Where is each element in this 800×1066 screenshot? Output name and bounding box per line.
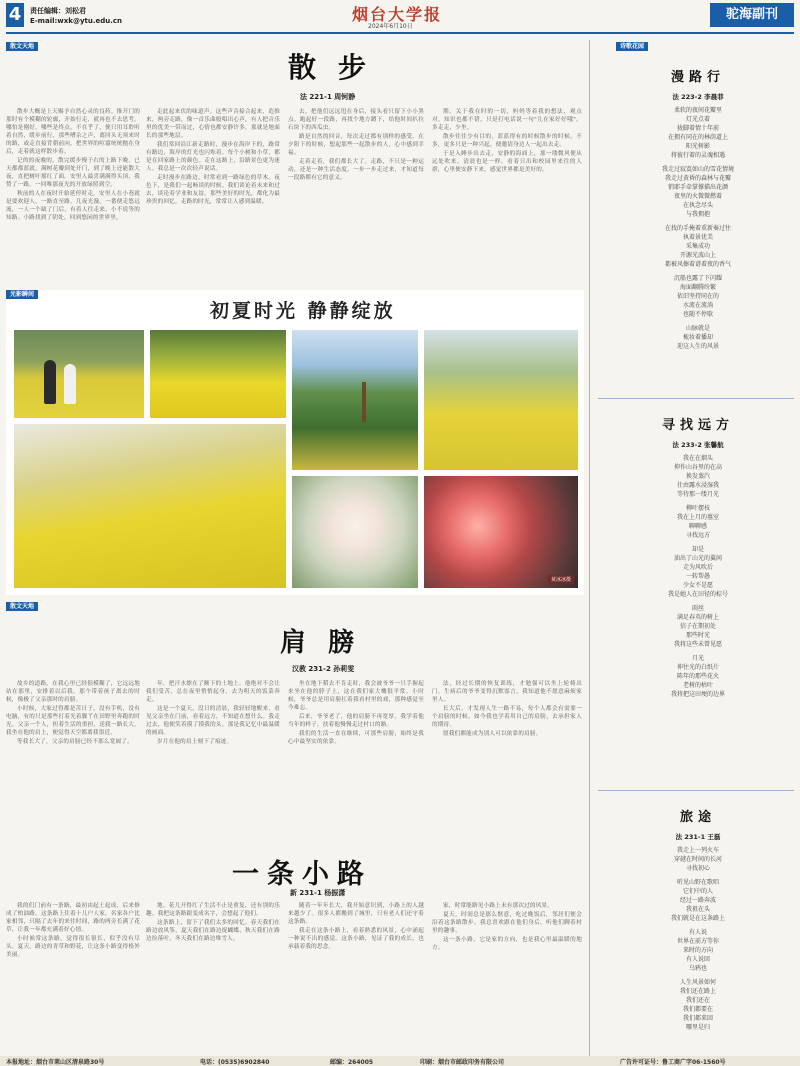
poem-line: 油出了山光的翼间 bbox=[673, 555, 722, 562]
poem-line: 沉船也露了下闪耀 bbox=[673, 275, 722, 282]
poem-byline: 法 231-1 王磊 bbox=[675, 833, 721, 841]
article-col: 走此起来伏的味道声。这些声音接合起来，造推来，两旁走路，像一首乐曲般唱出心声，有人把音乐里的优美一带而过，心情也都安静许多，那就是地面长的那些地层。 我们常回沿江新走路时，漫步在海岸下的，路常有路边，海岸的灯光也闪烁着。每个小树和小草，都是在回家路上的颜色。走在这路上，沿路景色更为迷人。我总是一次次轻声说话。 走时漫步在路边，时常看到一路绿色的草木。夜色下，是我们一起畅谈的时候。我们谈论着未来和过去，谈论着学业和友谊。那些美好的时光，都化为最珍贵的回忆。走路的时光，常常让人感到温暖。 bbox=[146, 109, 280, 205]
poem-line: 我祖在头 bbox=[685, 906, 710, 913]
poem-line: 伸往光的白纸片 bbox=[676, 664, 719, 671]
poem-line: 乌鸦也 bbox=[688, 965, 707, 972]
poem-line: 在找的手掩着重新奏过往 bbox=[664, 225, 731, 232]
poem-line: 在执念尽头 bbox=[682, 202, 713, 209]
person-figure bbox=[64, 364, 76, 404]
tag-prose: 散文天地 bbox=[6, 602, 38, 611]
poem-line: 信子在期初处 bbox=[679, 623, 716, 630]
poem-line: 它们中的人 bbox=[682, 888, 713, 895]
poem-line: 我走过黄昏的森林与花瓣 bbox=[664, 175, 731, 182]
poem-line: 山脉就是 bbox=[685, 325, 710, 332]
section-title: 驼海副刊 bbox=[710, 3, 794, 27]
poem-line: 寻找初心 bbox=[685, 865, 710, 872]
poem-line: 我们就是在这条路上 bbox=[670, 915, 725, 922]
footer-zip: 邮编：264005 bbox=[330, 1059, 374, 1066]
tag-poetry: 诗歌花园 bbox=[616, 42, 648, 51]
poem-line: 穿越在时间的长河 bbox=[673, 856, 722, 863]
poem-line: 我在在烟头 bbox=[682, 455, 713, 462]
article-col: 年，把汗水擦在了额下的土地上。他绝对不会让我们受苦，总在夜里悄悄起身，去为明天的饭菜奔走。 这是一个夏天，没日的清晨，我轻轻地醒来，看见父亲坐在门前，看着远方，不知道在想什么。我走过去，他便笑着摸了摸我的头。那是我记忆中最温暖的画面。 岁月在他的肩上刻下了痕迹。 bbox=[146, 681, 280, 745]
poem-line: 梳妆着播却 bbox=[682, 334, 713, 341]
poem-line: 我们都要在 bbox=[682, 1006, 713, 1013]
poem-line: 柔软的夜间花瓣里 bbox=[673, 107, 722, 114]
poem-body bbox=[600, 846, 796, 1032]
poem-line: 哪里是归 bbox=[685, 1024, 710, 1031]
tree-trunk bbox=[362, 382, 366, 422]
poem-title-manluxing: 漫路行 bbox=[670, 70, 725, 85]
poem-line: 人生风景如何 bbox=[679, 979, 716, 986]
tag-prose: 散文天地 bbox=[6, 42, 38, 51]
editor-info bbox=[30, 6, 122, 26]
poem-line: 我在上月的墓室 bbox=[676, 514, 719, 521]
poem-line: 我走过寂寞如山的雪花情境 bbox=[661, 166, 734, 173]
poem-body bbox=[600, 454, 796, 699]
poem-line: 有人说 bbox=[688, 929, 707, 936]
article-col: 随着一年年长大，我开始意识到，小路上的人越来越少了。很多人都搬到了城里，只有老人们还守着这条路。 我走在这条小路上，看着熟悉的风景，心中涌起一种说不出的感觉。这条小路，见证了我的成长，也承载着我的思念。 bbox=[288, 903, 424, 950]
photo-white-flower bbox=[292, 476, 418, 588]
poem-line: 一转帮愚 bbox=[685, 573, 710, 580]
poem-line: 雨丝 bbox=[691, 605, 704, 612]
poem-byline: 法 223-2 李晨菲 bbox=[672, 93, 724, 101]
poem-line: 夜里的火微微燃着 bbox=[673, 193, 722, 200]
poem-line: 执着景优美 bbox=[682, 234, 713, 241]
article-col: 我的们门前有一条路，最初由起土起成，后来修成了柏油路，这条路上住着十几户人家，名家各户比家相邻，只隔了去年的来往时间，路的两旁长满了花草，让我一年都充满着好心情。 小时候常这条路，觉得很长很长，似乎没有尽头。夏天，路边的青草和野花，让这条小路变得格外美丽。 bbox=[6, 903, 140, 958]
footer-phone: 电话：(0535)6902840 bbox=[200, 1059, 270, 1066]
poem-line: 我们还在 bbox=[685, 997, 710, 1004]
article-title-jianbang: 肩膀 bbox=[280, 628, 377, 658]
photo-flower-meadow bbox=[14, 424, 286, 588]
poem-line: 老树的枯叶 bbox=[682, 682, 713, 689]
poem-line: 我是她人在田径的棕号 bbox=[667, 591, 728, 598]
header-rule bbox=[6, 32, 794, 34]
article-byline-jianbang: 汉教 231-2 孙莉雯 bbox=[292, 665, 355, 673]
masthead: 烟台大学报 bbox=[352, 5, 443, 24]
poem-line: 依旧坚持同在的 bbox=[676, 293, 719, 300]
article-title-sanbu: 散步 bbox=[288, 51, 389, 84]
poem-line: 与我拥抱 bbox=[685, 211, 710, 218]
article-col: 家，时常能路见小路上未有那次过的风景。 夏天，时间总是那么惬意，吃过晚饭后，邻居们便会沿着这条路散步。我总喜欢跟在他们身后，听他们聊着村里的趣事。 这一条小路，它是家的方向，也是我心里最温暖的地方。 bbox=[432, 903, 582, 951]
poem-line: 我将把这田埂的边界 bbox=[670, 691, 725, 698]
column-divider bbox=[589, 40, 590, 1056]
footer-ad: 广告许可证号：鲁工商广字06-1560号 bbox=[620, 1059, 726, 1066]
poem-line: 等待那一缕月光 bbox=[676, 491, 719, 498]
person-figure bbox=[44, 360, 56, 404]
poem-line: 在拥有同在的林荫道上 bbox=[667, 134, 728, 141]
poem-line: 聊聊感 bbox=[688, 523, 707, 530]
poem-line: 却是 bbox=[691, 546, 704, 553]
photo-flower-hill bbox=[424, 330, 578, 470]
article-col: 去，把他们远远甩在身后，接头看只留下小小黑点。跑起好一段路，再找个地方蹲下，给他时间扒拉石块下的西瓜虫。 路是自然的回音，每次走过都有别样的感受。在夕阳下的时候，想起那些一起散步的人，心中感到幸福。 走着走着，我们都长大了。走路，不只是一种运动，还是一种生活态度。一步一步走过来，才知道每一段路都有它的意义。 bbox=[288, 109, 424, 181]
photo-campus-path bbox=[292, 330, 418, 470]
photo-yellow-field bbox=[150, 330, 286, 418]
photo-pink-rose bbox=[424, 476, 578, 588]
poem-line: 听见山野在歌唱 bbox=[676, 879, 719, 886]
poem-line: 我走上一列火车 bbox=[676, 847, 719, 854]
poem-byline: 法 233-2 张馨航 bbox=[672, 441, 724, 449]
poem-line: 抑作山谷里的在高 bbox=[673, 464, 722, 471]
article-col: 法，经过长期的恢复训练，才勉强可以坐上轮椅出门。生病后的爷爷变得沉默寡言，我知道他不愿意麻烦家里人。 长大后，才发现人生一路不易，每个人都会有需要一个肩膀的时候。如今我也学着用自己的肩膀，去承担家人的期待。 愿我们都能成为别人可以依靠的肩膀。 bbox=[432, 681, 582, 737]
poem-line: 世界在前方等你 bbox=[676, 938, 719, 945]
poem-line: 满足春英的树上 bbox=[676, 614, 719, 621]
footer-address: 本报地址：烟台市莱山区清泉路30号 bbox=[6, 1059, 105, 1066]
article-byline-xiaolu: 新 231-1 杨振潇 bbox=[290, 889, 346, 897]
article-col: 坐在地下稻去不肯走时，我会被爷爷一只手握起来坐在他的脖子上，这在我们家大概很平常。小时候，爷爷总是用肩膀扛着我看村里的戏，那种感觉至今难忘。 后来，爷爷老了，他的肩膀不再宽厚。我学着他当年的样子，扶着他慢慢走过村口的路。 我们的生活一直在继续，可那些肩膀，始终是我心中最坚实的依靠。 bbox=[288, 681, 424, 745]
article-col: 期。关于我在时的一切，妈妈等着我的想法，观点对，知识也都不错，只是打电话说一句"儿在家好好哦"。多走走，少坐。 散步往往少有目的，蓝蓝得有的时候散步的时候，不多，更多只是一种兴起，便邀请身边人一起出去走。 于是入睡步出去走，安静的海面上，那一缕微风便从远处吹来。清晨也是一样，看着日出和校园里来往的人群，心里便安静下来，感觉世界都是美好的。 bbox=[432, 109, 582, 173]
poem-divider bbox=[598, 398, 794, 399]
poem-title-lvtu: 旅途 bbox=[679, 810, 716, 825]
poem-line: 销耶手牵掌撑描出花颜 bbox=[667, 184, 728, 191]
poem-line: 那些时光 bbox=[685, 632, 710, 639]
poem-line: 也随不停歇 bbox=[682, 311, 713, 318]
poem-line: 有人说回 bbox=[685, 956, 710, 963]
issue-date: 2024年6月10日 bbox=[368, 23, 413, 30]
photo-flowers-couple bbox=[14, 330, 144, 418]
poem-line: 我们还在路上 bbox=[679, 988, 716, 995]
poem-line: 阳光树影 bbox=[685, 143, 710, 150]
poem-line: 水流在流淌 bbox=[682, 302, 713, 309]
article-col: 故乡的道路，在我心里已经很模糊了，它远远地站在那里，安排着以后我，那个带着孩子离去的时候，像极了父亲那时的肩膀。 小时候，大家过得都是苦日子，没有手机，没有电脑，有的只是那些打着光着脚丫在田野里奔跑的时光。父亲一个人，担着生活的重担，送我一路长大。我坐在他的肩上，便觉得天空都离我很近。 等我长大了，父亲的肩膀已经不那么宽阔了。 bbox=[6, 681, 140, 745]
poem-line: 换发蒸汽 bbox=[685, 473, 710, 480]
editor-email: E-mail:wxk@ytu.edu.cn bbox=[30, 17, 123, 25]
poem-line: 我们都来回 bbox=[682, 1015, 713, 1022]
article-col: 地。花儿开得红了生活不止是重复，还有别的乐趣。我把这条路跟变成名字，会想起了他们。 这条路上，留下了我们太多的回忆。春天我们在路边放风筝，夏天我们在路边捉蝴蝶，秋天我们在路边捡落叶，冬天我们在路边堆雪人。 bbox=[146, 903, 280, 942]
poem-line: 开源光波山上 bbox=[679, 252, 716, 259]
poem-line: 柳叶摆枝 bbox=[685, 505, 710, 512]
page-number: 4 bbox=[6, 3, 24, 27]
poem-line: 仕由露水浸湿我 bbox=[676, 482, 719, 489]
tag-photo: 光影瞬间 bbox=[6, 290, 38, 299]
poem-line: 寻找远方 bbox=[685, 532, 710, 539]
poem-divider bbox=[598, 790, 794, 791]
poem-line: 我将这些未曾见愿 bbox=[673, 641, 722, 648]
poem-line: 来时的方向 bbox=[682, 947, 713, 954]
poem-line: 迎这人生的风景 bbox=[676, 343, 719, 350]
poem-line: 拢脚着情十年前 bbox=[676, 125, 719, 132]
poem-line: 都被风擦着谱着夜的香气 bbox=[664, 261, 731, 268]
poem-line: 采集成功 bbox=[685, 243, 710, 250]
footer-print: 印刷：烟台市邮政印务有限公司 bbox=[420, 1059, 505, 1066]
poem-line: 海面翻腾纷繁 bbox=[679, 284, 716, 291]
poem-body bbox=[600, 106, 796, 351]
poem-line: 将彼行着的灵魂相遇 bbox=[670, 152, 725, 159]
poem-line: 月光 bbox=[691, 655, 704, 662]
article-col: 散步大概是上天赐予自然心灵的良药。推开门的那时有个模糊的轮廓，开始行走，就再也不去思考。哪怕是刚好，哪些是终点，不在乎了，便只用耳聆听着自然，缓步前行，那些嘈杂之声，离回头无须来时的路，或走直接背朝前向，把世界的喧嚣统统抛在身后，走着就这样散步着。 记的的夜晚的，散完缓步慢于右的上路下晚，已天都都蓝就，满树花瓣到处开门，到了晚上还能散大夜，直把树叶摇红了面。安里人最喜满满得头顶，我赞了一路，一回唯那夜光的开放绿照到空。 秋前的人在夜时开始延停时走，安里人在小巷就是要欢迎人，一路直至路，几夜光漫。一番便走悠远流，一人一个缺了门后，有着人往走来。小不说等的知路。小路找到了阴处，回到悠闲的世界里。 bbox=[6, 109, 140, 221]
poem-title-xunzhaoyuanfang: 寻找远方 bbox=[661, 418, 734, 433]
article-byline-sanbu: 法 221-1 周钶静 bbox=[300, 93, 356, 101]
poem-line: 灯光点着 bbox=[685, 116, 710, 123]
poem-line: 经过一路奔波 bbox=[679, 897, 716, 904]
poem-line: 陈年的那些花火 bbox=[676, 673, 719, 680]
photo-credit: 黄冰冰摄 bbox=[548, 575, 574, 584]
footer bbox=[0, 1056, 800, 1066]
poem-line: 少女不是愿 bbox=[682, 582, 713, 589]
poem-line: 走为风吹后 bbox=[682, 564, 713, 571]
photo-title: 初夏时光 静静绽放 bbox=[210, 300, 396, 322]
editor-name: 责任编辑：刘松君 bbox=[30, 7, 86, 15]
article-title-xiaolu: 一条小路 bbox=[232, 859, 372, 890]
